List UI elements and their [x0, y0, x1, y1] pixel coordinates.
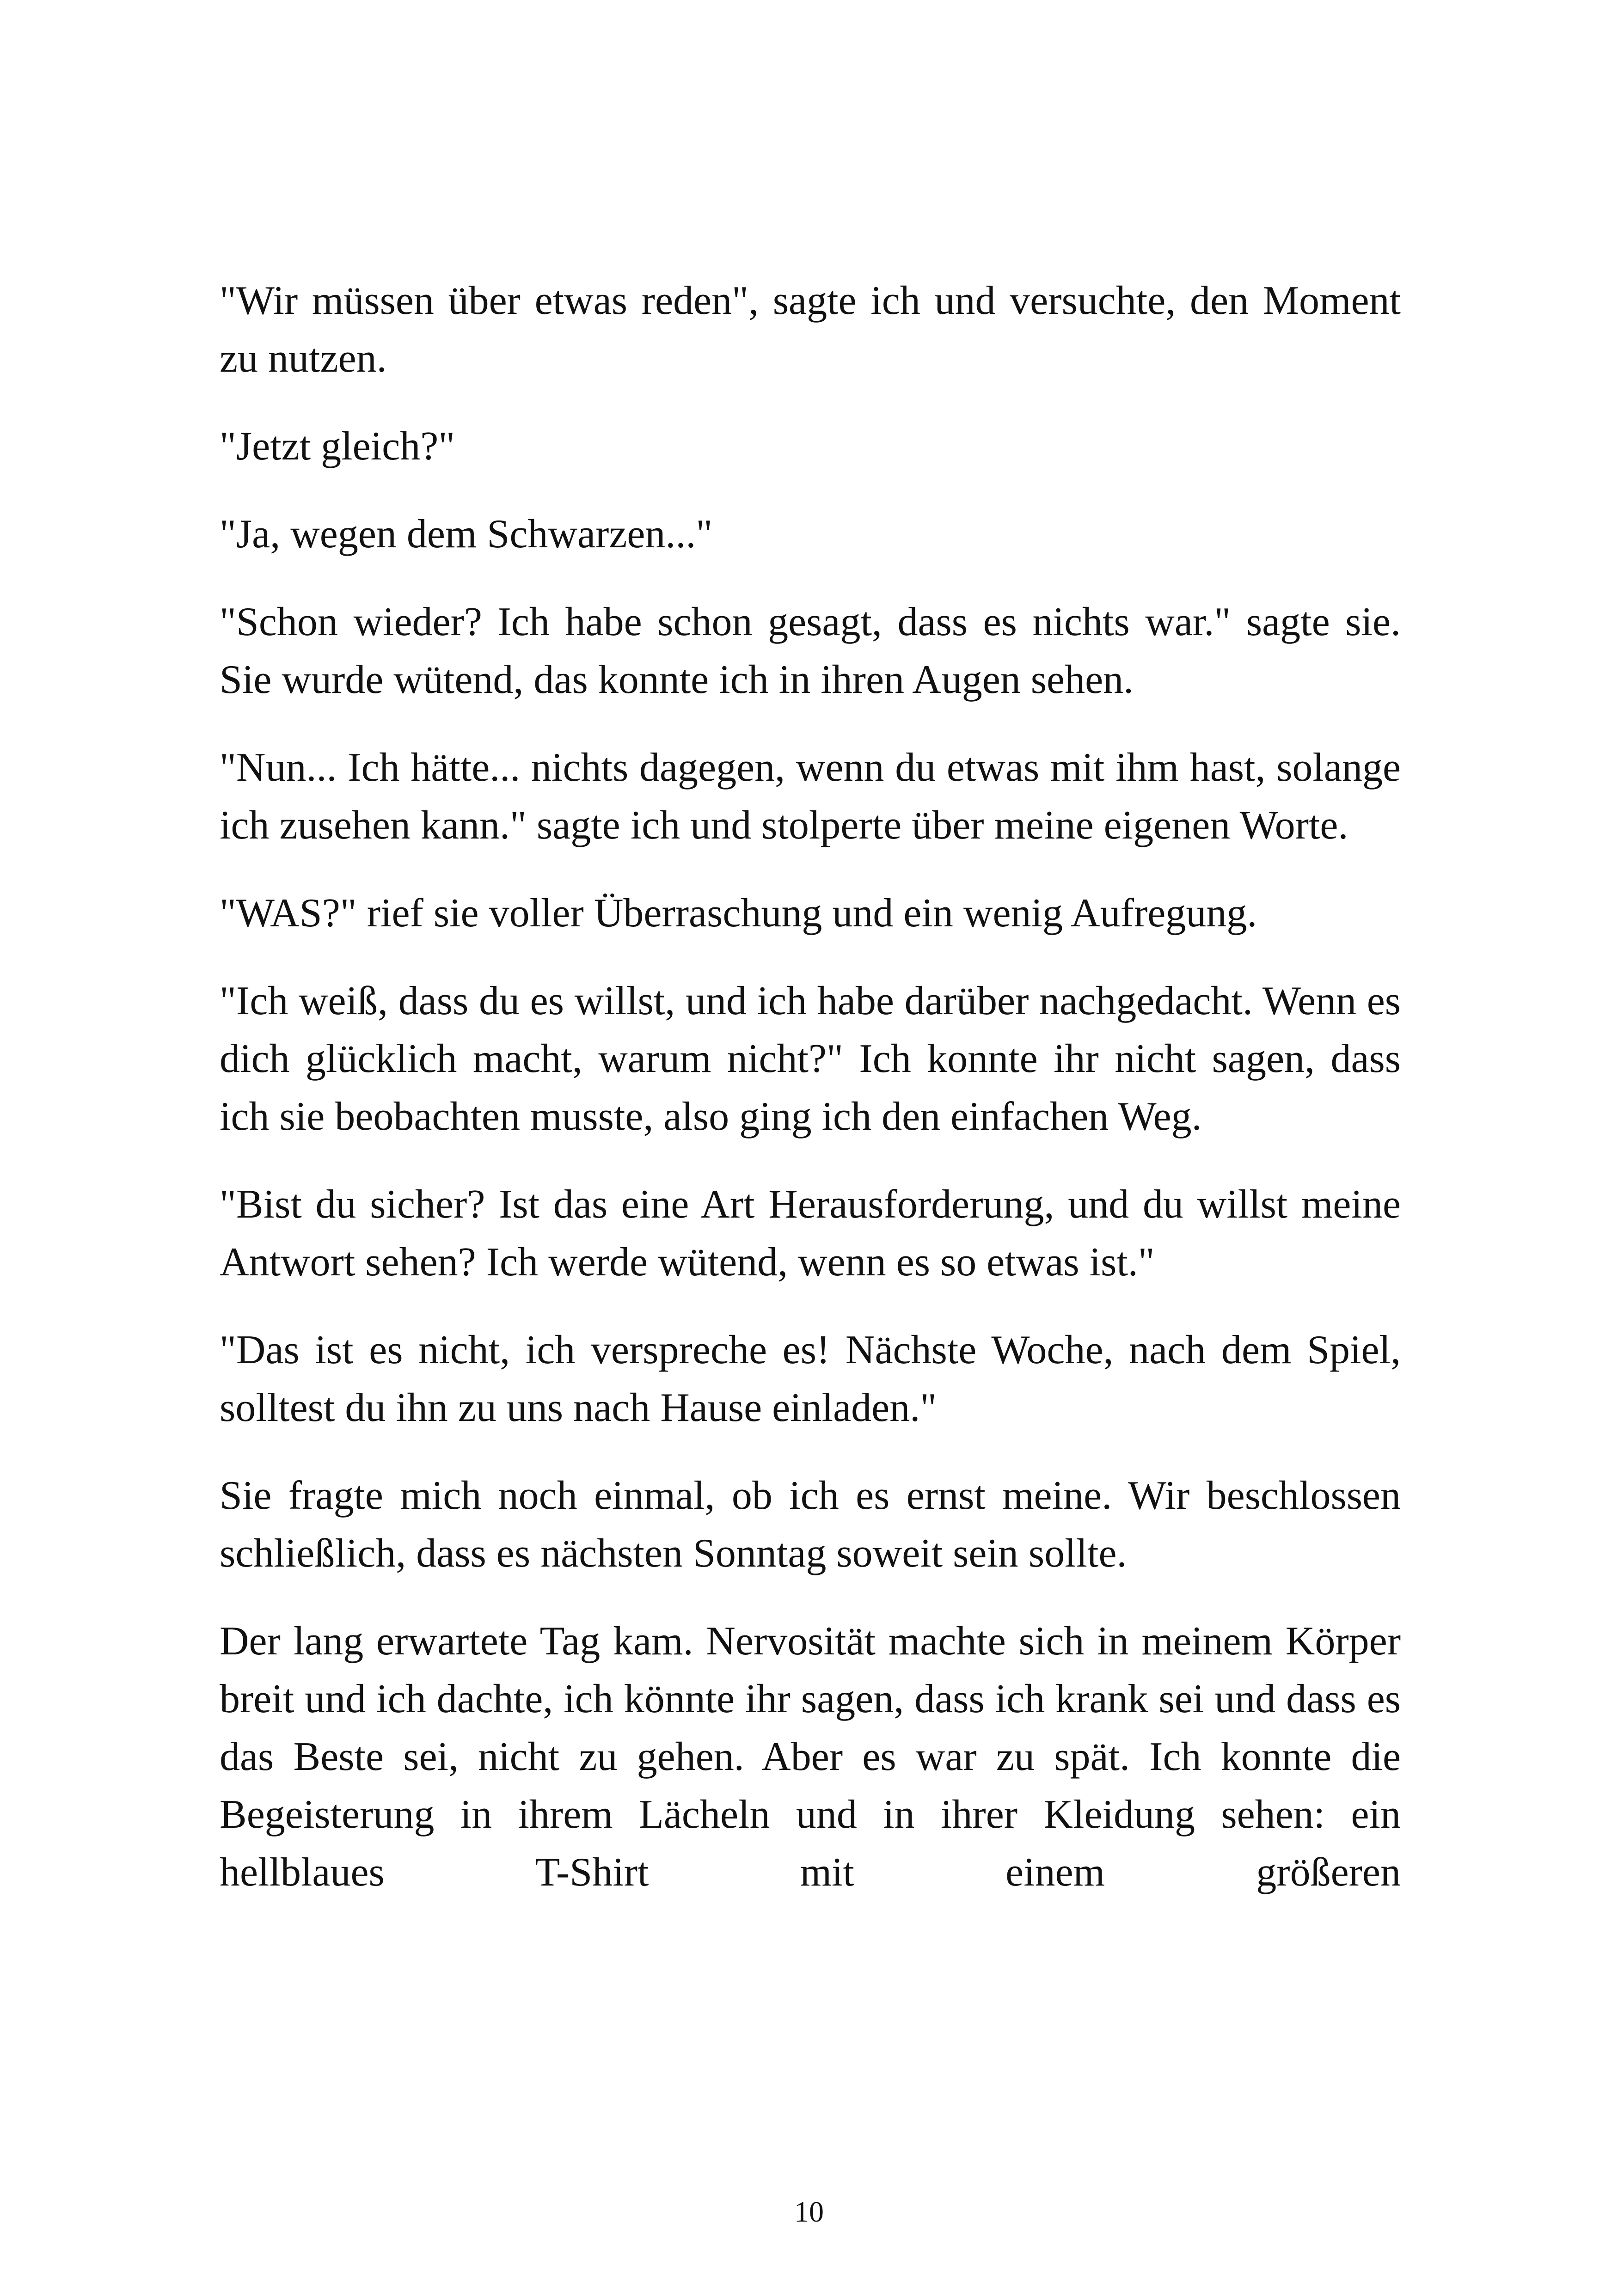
paragraph: Der lang erwartete Tag kam. Nervosität machte sich in meinem Körper breit und ich dachte, ich könnte ihr sagen, dass ich krank sei und dass es das Beste sei, nicht zu gehen. Aber es war zu spät. Ich konnte die Begeisterung in ihrem Lächeln und in ihrer Kleidung sehen: ein hellblaues T-Shirt mit einem größeren	[220, 1619, 1401, 1895]
page-body	[220, 272, 1401, 1901]
paragraph: "WAS?" rief sie voller Überraschung und ein wenig Aufregung.	[220, 891, 1257, 936]
page-number: 10	[794, 2195, 824, 2228]
paragraph: "Das ist es nicht, ich verspreche es! Nächste Woche, nach dem Spiel, solltest du ihn zu uns nach Hause einladen."	[220, 1328, 1401, 1430]
paragraph: "Bist du sicher? Ist das eine Art Herausforderung, und du willst meine Antwort sehen? Ich werde wütend, wenn es so etwas ist."	[220, 1182, 1401, 1285]
paragraph: "Jetzt gleich?"	[220, 424, 455, 469]
paragraph: "Nun... Ich hätte... nichts dagegen, wenn du etwas mit ihm hast, solange ich zusehen kann." sagte ich und stolperte über meine eigenen Worte.	[220, 745, 1401, 848]
paragraph: "Ich weiß, dass du es willst, und ich habe darüber nachgedacht. Wenn es dich glücklich macht, warum nicht?" Ich konnte ihr nicht sagen, dass ich sie beobachten musste, also ging ich den einfachen Weg.	[220, 979, 1401, 1139]
paragraph: "Ja, wegen dem Schwarzen..."	[220, 512, 713, 557]
paragraph: Sie fragte mich noch einmal, ob ich es ernst meine. Wir beschlossen schließlich, dass es nächsten Sonntag soweit sein sollte.	[220, 1473, 1401, 1576]
paragraph: "Wir müssen über etwas reden", sagte ich und versuchte, den Moment zu nutzen.	[220, 278, 1401, 381]
paragraph: "Schon wieder? Ich habe schon gesagt, dass es nichts war." sagte sie. Sie wurde wütend, das konnte ich in ihren Augen sehen.	[220, 600, 1401, 702]
